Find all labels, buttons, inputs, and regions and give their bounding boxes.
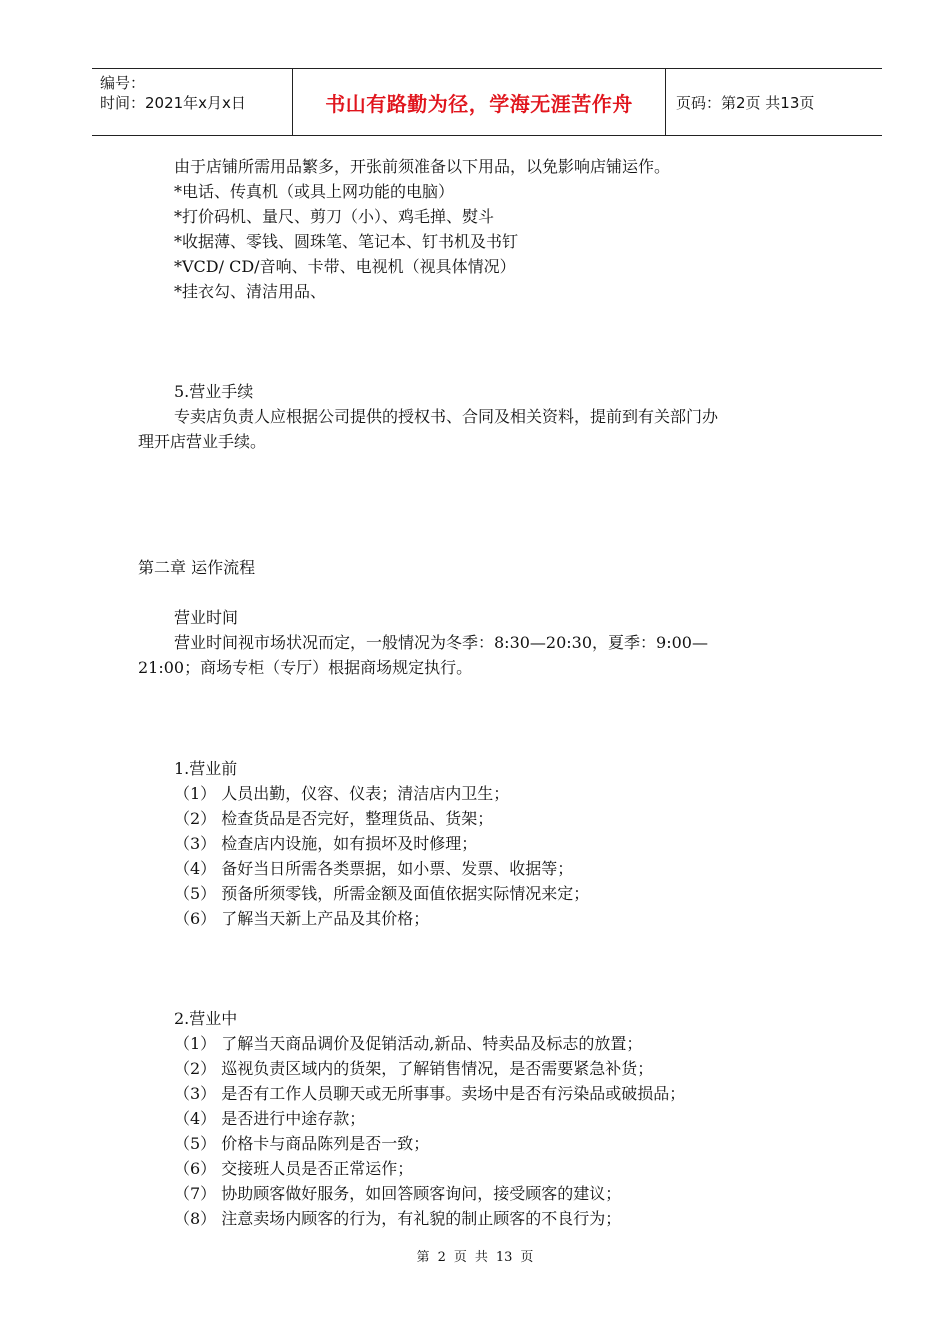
section5-paragraph-line2: 理开店营业手续。 bbox=[138, 432, 267, 451]
list-item: （6） 了解当天新上产品及其价格； bbox=[174, 909, 430, 928]
list-item: （8） 注意卖场内顾客的行为，有礼貌的制止顾客的不良行为； bbox=[174, 1209, 622, 1228]
prep-item: *电话、传真机（或具上网功能的电脑） bbox=[174, 182, 455, 201]
prep-item: *挂衣勾、清洁用品、 bbox=[174, 282, 327, 301]
prep-item: *打价码机、量尺、剪刀（小）、鸡毛掸、熨斗 bbox=[174, 207, 495, 226]
footer-ye2: 页 bbox=[520, 1250, 534, 1265]
during-title: 2.营业中 bbox=[174, 1009, 238, 1028]
list-item: （5） 预备所须零钱，所需金额及面值依据实际情况来定； bbox=[174, 884, 590, 903]
header-page-label: 页码：第2页 共13页 bbox=[676, 93, 815, 112]
section5-paragraph-line1: 专卖店负责人应根据公司提供的授权书、合同及相关资料，提前到有关部门办 bbox=[174, 407, 719, 426]
list-item: （2） 巡视负责区域内的货架，了解销售情况，是否需要紧急补货； bbox=[174, 1059, 654, 1078]
footer-gong: 共 bbox=[474, 1250, 488, 1265]
prep-item: *收据薄、零钱、圆珠笔、笔记本、钉书机及书钉 bbox=[174, 232, 519, 251]
list-item: （1） 了解当天商品调价及促销活动,新品、特卖品及标志的放置； bbox=[174, 1034, 643, 1053]
prep-intro: 由于店铺所需用品繁多，开张前须准备以下用品，以免影响店铺运作。 bbox=[174, 157, 671, 176]
header-meta bbox=[92, 69, 293, 135]
page-footer bbox=[0, 1246, 950, 1265]
page-header bbox=[92, 68, 882, 136]
header-motto: 书山有路勤为径，学海无涯苦作舟 bbox=[293, 69, 666, 135]
before-title: 1.营业前 bbox=[174, 759, 238, 778]
footer-ye: 页 bbox=[453, 1250, 467, 1265]
hours-paragraph-line2: 21:00；商场专柜（专厅）根据商场规定执行。 bbox=[138, 658, 473, 677]
document-number-label: 编号： bbox=[100, 74, 146, 92]
list-item: （4） 是否进行中途存款； bbox=[174, 1109, 366, 1128]
hours-title: 营业时间 bbox=[174, 608, 239, 627]
list-item: （1） 人员出勤，仪容、仪表；清洁店内卫生； bbox=[174, 784, 510, 803]
footer-total-pages: 13 bbox=[495, 1250, 513, 1265]
list-item: （5） 价格卡与商品陈列是否一致； bbox=[174, 1134, 430, 1153]
prep-item: *VCD/ CD/音响、卡带、电视机（视具体情况） bbox=[174, 257, 516, 276]
list-item: （6） 交接班人员是否正常运作； bbox=[174, 1159, 414, 1178]
list-item: （3） 是否有工作人员聊天或无所事事。卖场中是否有污染品或破损品； bbox=[174, 1084, 686, 1103]
footer-page-number: 2 bbox=[437, 1250, 446, 1265]
list-item: （7） 协助顾客做好服务，如回答顾客询问，接受顾客的建议； bbox=[174, 1184, 622, 1203]
footer-di: 第 bbox=[416, 1250, 430, 1265]
chapter2-title: 第二章 运作流程 bbox=[138, 558, 256, 577]
section5-title: 5.营业手续 bbox=[174, 382, 254, 401]
document-time-label: 时间：2021年x月x日 bbox=[100, 94, 246, 112]
hours-paragraph-line1: 营业时间视市场状况而定，一般情况为冬季：8:30—20:30，夏季：9:00— bbox=[174, 633, 708, 652]
list-item: （2） 检查货品是否完好，整理货品、货架； bbox=[174, 809, 494, 828]
list-item: （4） 备好当日所需各类票据，如小票、发票、收据等； bbox=[174, 859, 574, 878]
list-item: （3） 检查店内设施，如有损坏及时修理； bbox=[174, 834, 478, 853]
